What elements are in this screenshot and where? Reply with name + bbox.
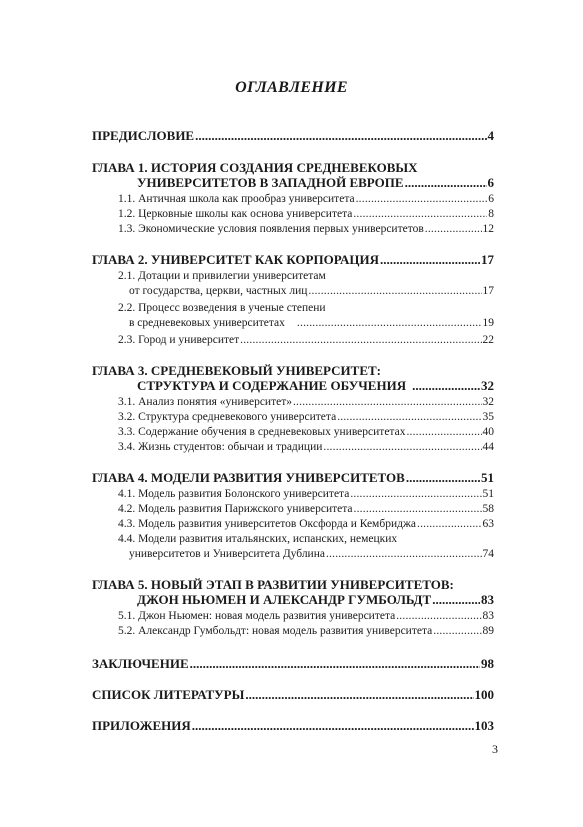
dot-leader xyxy=(190,656,480,671)
toc-entry-page: 44 xyxy=(482,441,494,453)
toc-entry-label: 1.2. Церковные школы как основа университета xyxy=(118,208,353,220)
toc-chapter-2[interactable] xyxy=(92,252,494,267)
toc-chapter-1-title-line1[interactable]: ГЛАВА 1. ИСТОРИЯ СОЗДАНИЯ СРЕДНЕВЕКОВЫХ xyxy=(92,160,418,175)
toc-entry-label: 1.3. Экономические условия появления первых университетов xyxy=(118,223,424,235)
toc-section-2-1[interactable] xyxy=(92,284,494,299)
dot-leader xyxy=(293,395,482,410)
page-number: 3 xyxy=(492,742,498,756)
toc-entry-label: ГЛАВА 4. МОДЕЛИ РАЗВИТИЯ УНИВЕРСИТЕТОВ xyxy=(92,470,405,485)
toc-chapter-4[interactable] xyxy=(92,470,494,485)
dot-leader xyxy=(326,547,482,562)
toc-section-3-3[interactable] xyxy=(92,425,494,440)
toc-section-2-1-line1[interactable]: 2.1. Дотации и привилегии университетам xyxy=(118,270,326,282)
toc-entry-page: 12 xyxy=(482,223,494,235)
toc-entry-page: 100 xyxy=(474,687,494,702)
toc-entry-label: 3.3. Содержание обучения в средневековых университетах xyxy=(118,426,406,438)
toc-entry-page: 19 xyxy=(482,317,494,329)
toc-entry-label: 4.3. Модель развития университетов Оксфорда и Кембриджа xyxy=(118,518,416,530)
toc-entry-page: 22 xyxy=(482,334,494,346)
dot-leader xyxy=(396,609,481,624)
toc-section-4-3[interactable] xyxy=(92,517,494,532)
toc-entry-page: 98 xyxy=(481,656,494,671)
toc-chapter-5-title-line1[interactable]: ГЛАВА 5. НОВЫЙ ЭТАП В РАЗВИТИИ УНИВЕРСИТЕТОВ: xyxy=(92,577,454,592)
toc-chapter-3[interactable] xyxy=(92,378,494,393)
dot-leader xyxy=(337,410,481,425)
toc-entry-page: 8 xyxy=(488,208,494,220)
toc-chapter-1[interactable] xyxy=(92,175,494,190)
toc-entry-label: в средневековых университетах xyxy=(129,317,285,329)
toc-section-1-1[interactable] xyxy=(92,192,494,207)
toc-entry-label: СТРУКТУРА И СОДЕРЖАНИЕ ОБУЧЕНИЯ xyxy=(137,378,407,393)
dot-leader xyxy=(405,175,487,190)
toc-entry-page: 51 xyxy=(482,488,494,500)
table-of-contents xyxy=(92,128,494,733)
dot-leader xyxy=(245,687,473,702)
dot-leader xyxy=(432,592,480,607)
dot-leader xyxy=(425,222,482,237)
toc-entry-label: ПРЕДИСЛОВИЕ xyxy=(92,128,195,143)
toc-entry-label: 4.2. Модель развития Парижского университета xyxy=(118,503,353,515)
toc-entry-page: 89 xyxy=(482,625,494,637)
toc-section-5-1[interactable] xyxy=(92,609,494,624)
dot-leader xyxy=(323,440,481,455)
toc-entry-page: 103 xyxy=(474,718,494,733)
toc-entry-page: 6 xyxy=(488,193,494,205)
toc-section-1-3[interactable] xyxy=(92,222,494,237)
dot-leader xyxy=(412,378,480,393)
page-title: ОГЛАВЛЕНИЕ xyxy=(235,79,348,96)
toc-entry-references[interactable] xyxy=(92,687,494,702)
toc-entry-page: 74 xyxy=(482,548,494,560)
toc-entry-page: 35 xyxy=(482,411,494,423)
toc-entry-label: ЗАКЛЮЧЕНИЕ xyxy=(92,656,189,671)
toc-entry-label: университетов и Университета Дублина xyxy=(129,548,325,560)
toc-entry-label: СПИСОК ЛИТЕРАТУРЫ xyxy=(92,687,245,702)
dot-leader xyxy=(350,487,481,502)
toc-entry-page: 63 xyxy=(482,518,494,530)
dot-leader xyxy=(297,316,482,331)
toc-entry-page: 40 xyxy=(482,426,494,438)
toc-chapter-3-title-line1[interactable]: ГЛАВА 3. СРЕДНЕВЕКОВЫЙ УНИВЕРСИТЕТ: xyxy=(92,363,382,378)
toc-entry-label: 3.4. Жизнь студентов: обычаи и традиции xyxy=(118,441,323,453)
toc-section-2-3[interactable] xyxy=(92,333,494,348)
toc-chapter-5[interactable] xyxy=(92,592,494,607)
toc-entry-label: ПРИЛОЖЕНИЯ xyxy=(92,718,191,733)
dot-leader xyxy=(353,207,487,222)
toc-entry-preface[interactable] xyxy=(92,128,494,143)
toc-entry-label: УНИВЕРСИТЕТОВ В ЗАПАДНОЙ ЕВРОПЕ xyxy=(137,175,404,190)
toc-entry-label: 3.2. Структура средневекового университета xyxy=(118,411,337,423)
toc-section-3-2[interactable] xyxy=(92,410,494,425)
toc-entry-appendix[interactable] xyxy=(92,718,494,733)
dot-leader xyxy=(433,624,481,639)
toc-entry-page: 32 xyxy=(481,378,494,393)
toc-section-2-2[interactable] xyxy=(92,316,494,331)
toc-section-4-2[interactable] xyxy=(92,502,494,517)
toc-entry-label: 3.1. Анализ понятия «университет» xyxy=(118,396,292,408)
toc-entry-label: 1.1. Античная школа как прообраз университета xyxy=(118,193,355,205)
toc-section-4-4[interactable] xyxy=(92,547,494,562)
toc-entry-label: ДЖОН НЬЮМЕН И АЛЕКСАНДР ГУМБОЛЬДТ xyxy=(137,592,432,607)
toc-entry-page: 83 xyxy=(482,610,494,622)
toc-section-1-2[interactable] xyxy=(92,207,494,222)
dot-leader xyxy=(417,517,482,532)
dot-leader xyxy=(195,128,486,143)
toc-section-4-4-line1[interactable]: 4.4. Модели развития итальянских, испанских, немецких xyxy=(118,533,398,545)
toc-entry-page: 17 xyxy=(482,285,494,297)
dot-leader xyxy=(192,718,474,733)
toc-section-4-1[interactable] xyxy=(92,487,494,502)
dot-leader xyxy=(308,284,481,299)
toc-entry-page: 83 xyxy=(481,592,494,607)
toc-entry-page: 6 xyxy=(487,175,494,190)
toc-entry-page: 58 xyxy=(482,503,494,515)
toc-entry-page: 4 xyxy=(487,128,494,143)
toc-entry-page: 32 xyxy=(482,396,494,408)
toc-section-3-1[interactable] xyxy=(92,395,494,410)
dot-leader xyxy=(406,425,481,440)
dot-leader xyxy=(354,502,482,517)
dot-leader xyxy=(380,252,480,267)
dot-leader xyxy=(356,192,488,207)
toc-section-5-2[interactable] xyxy=(92,624,494,639)
toc-entry-conclusion[interactable] xyxy=(92,656,494,671)
toc-section-2-2-line1[interactable]: 2.2. Процесс возведения в ученые степени xyxy=(118,302,326,314)
toc-entry-label: 4.1. Модель развития Болонского университета xyxy=(118,488,350,500)
dot-leader xyxy=(406,470,480,485)
toc-entry-label: 5.1. Джон Ньюмен: новая модель развития университета xyxy=(118,610,396,622)
dot-leader xyxy=(240,333,481,348)
toc-entry-label: 5.2. Александр Гумбольдт: новая модель развития университета xyxy=(118,625,433,637)
toc-entry-label: от государства, церкви, частных лиц xyxy=(129,285,308,297)
toc-entry-page: 17 xyxy=(481,252,494,267)
toc-entry-label: ГЛАВА 2. УНИВЕРСИТЕТ КАК КОРПОРАЦИЯ xyxy=(92,252,379,267)
toc-section-3-4[interactable] xyxy=(92,440,494,455)
toc-entry-page: 51 xyxy=(481,470,494,485)
toc-entry-label: 2.3. Город и университет xyxy=(118,334,240,346)
